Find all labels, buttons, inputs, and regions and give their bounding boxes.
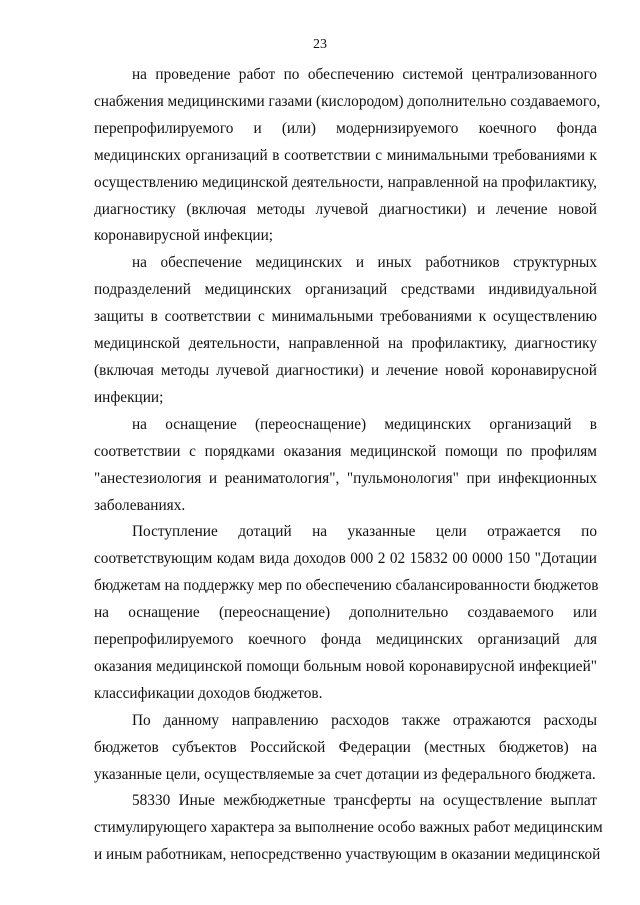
text-line: подразделений медицинских организаций средствами индивидуальной: [94, 281, 597, 299]
text-line: указанные цели, осуществляемые за счет дотации из федерального бюджета.: [94, 765, 596, 783]
text-line: Поступление дотаций на указанные цели отражается по: [132, 523, 597, 541]
text-line: на проведение работ по обеспечению системой централизованного: [132, 66, 597, 83]
text-line: перепрофилируемого и (или) модернизируемого коечного фонда: [94, 119, 597, 137]
text-line: соответствующим кодам вида доходов 000 2 02 15832 00 0000 150 "Дотации: [94, 550, 597, 568]
paragraph-expenses: [94, 708, 597, 789]
text-line: заболеваниях.: [94, 496, 186, 514]
text-line: бюджетам на поддержку мер по обеспечению сбалансированности бюджетов: [94, 577, 599, 595]
text-line: 58330 Иные межбюджетные трансферты на осуществление выплат: [132, 792, 597, 810]
text-line: бюджетов субъектов Российской Федерации (местных бюджетов) на: [94, 738, 597, 756]
text-line: на обеспечение медицинских и иных работников структурных: [132, 254, 597, 272]
text-line: медицинских организаций в соответствии с минимальными требованиями к: [94, 146, 597, 164]
text-line: соответствии с порядками оказания медицинской помощи по профилям: [94, 442, 597, 460]
text-line: стимулирующего характера за выполнение особо важных работ медицинским: [94, 819, 603, 837]
paragraph-equipment: [94, 412, 597, 520]
text-line: инфекции;: [94, 388, 164, 406]
text-line: и иным работникам, непосредственно участвующим в оказании медицинской: [94, 846, 601, 864]
paragraph-gas-supply: [94, 62, 601, 250]
text-line: "анестезиология и реаниматология", "пульмонология" при инфекционных: [94, 469, 597, 487]
text-line: оказания медицинской помощи больным новой коронавирусной инфекцией": [94, 657, 597, 675]
text-line: диагностику (включая методы лучевой диагностики) и лечение новой: [94, 200, 597, 218]
page-number: 23: [313, 37, 327, 52]
text-line: защиты в соответствии с минимальными требованиями к осуществлению: [94, 308, 597, 326]
text-line: По данному направлению расходов также отражаются расходы: [132, 711, 597, 729]
text-line: осуществлению медицинской деятельности, направленной на профилактику,: [94, 173, 597, 191]
paragraph-58330: [94, 788, 603, 869]
paragraph-protective-equipment: [94, 250, 597, 411]
text-line: коронавирусной инфекции;: [94, 227, 274, 245]
document-body: [94, 62, 603, 869]
text-line: перепрофилируемого коечного фонда медицинских организаций для: [94, 631, 597, 649]
text-line: на оснащение (переоснащение) медицинских организаций в: [132, 415, 597, 433]
text-line: снабжения медицинскими газами (кислородом) дополнительно создаваемого,: [94, 92, 601, 110]
text-line: медицинской деятельности, направленной на профилактику, диагностику: [94, 335, 597, 353]
text-line: классификации доходов бюджетов.: [94, 684, 323, 702]
text-line: на оснащение (переоснащение) дополнительно создаваемого или: [94, 604, 597, 622]
text-line: (включая методы лучевой диагностики) и лечение новой коронавирусной: [94, 361, 597, 379]
paragraph-income-codes: [94, 519, 597, 707]
